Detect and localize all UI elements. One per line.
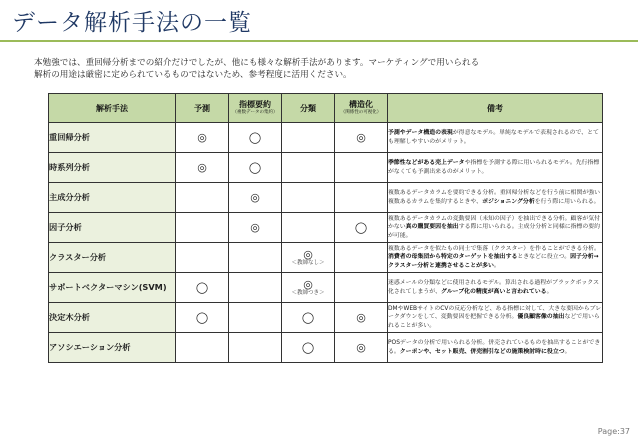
structure-mark: ◎ <box>335 303 388 333</box>
table-row <box>49 273 603 303</box>
intro-line-1: 本勉強では、重回帰分析までの紹介だけでしたが、他にも様々な解析手法があります。マーケティングで用いられる <box>34 58 480 68</box>
title-divider <box>0 40 638 42</box>
classify-mark: ◯ <box>301 311 315 324</box>
predict-mark <box>176 243 229 273</box>
note-text: が得意なモデル。単純なモデルで表現されるので、とても理解しやすいのがメリット。 <box>388 130 599 145</box>
table-row <box>49 303 603 333</box>
summary-mark: ◯ <box>229 123 282 153</box>
note-text: DMやWEBサイトのCVの反応分析など、ある指標に対して、大きな要因からブレークダウンをして、変動要因を把握できる分析。 <box>388 306 602 321</box>
predict-mark <box>176 333 229 363</box>
method-note <box>388 333 603 363</box>
summary-mark: ◯ <box>229 153 282 183</box>
note-emphasis: 予測やデータ構造の表現 <box>388 130 453 137</box>
intro-line-2: 解析の用途は厳密に定められているものではないため、参考程度に活用ください。 <box>34 70 352 80</box>
table-row <box>49 153 603 183</box>
note-text: 。 <box>546 288 553 295</box>
method-note <box>388 303 603 333</box>
note-text: 複数あるデータカラムの変動要因（未知の因子）を抽出できる分析。顧客が気付かない <box>388 216 601 231</box>
classify-mark: ◎ <box>303 277 313 291</box>
table-row <box>49 243 603 273</box>
note-text: 迷惑メールの分類などに使用されるモデル。算出される過程がブラックボックス化されてしまうが、 <box>388 280 599 295</box>
note-emphasis: グループ化の精度が高いと言われている <box>441 288 547 295</box>
header-structure-sub: （関係性の可視化） <box>340 110 382 115</box>
structure-mark <box>335 243 388 273</box>
note-emphasis: ポジショニング分析 <box>482 198 535 205</box>
note-emphasis: 消費者の母集団から特定のターゲットを抽出する <box>388 254 518 261</box>
method-name: 重回帰分析 <box>49 123 176 153</box>
classify-cell <box>282 333 335 363</box>
method-name: アソシエーション分析 <box>49 333 176 363</box>
note-text: POSデータの分析で用いられる分析。併売されているものを抽出することができる。 <box>388 340 601 355</box>
table-row <box>49 183 603 213</box>
method-name: 時系列分析 <box>49 153 176 183</box>
table-header-row <box>49 94 603 123</box>
structure-mark <box>335 273 388 303</box>
structure-mark: ◯ <box>335 213 388 243</box>
predict-mark: ◎ <box>176 153 229 183</box>
method-name: 決定木分析 <box>49 303 176 333</box>
table-row <box>49 213 603 243</box>
summary-mark <box>229 303 282 333</box>
method-name: サポートベクターマシン(SVM) <box>49 273 176 303</box>
note-text: 複数あるデータカラムを要約できる分析。重回帰分析などを行う前に相関が強い複数あるカラムを集約するときや、 <box>388 190 601 205</box>
structure-mark: ◎ <box>335 123 388 153</box>
method-note <box>388 123 603 153</box>
summary-mark: ◎ <box>229 183 282 213</box>
note-text: 。 <box>493 262 500 269</box>
method-name: 因子分析 <box>49 213 176 243</box>
method-name: クラスター分析 <box>49 243 176 273</box>
summary-mark: ◎ <box>229 213 282 243</box>
summary-mark <box>229 273 282 303</box>
note-text: ときなどに役立つ。 <box>517 254 571 261</box>
classify-cell <box>282 123 335 153</box>
intro-text <box>34 57 614 81</box>
classify-mark: ◯ <box>301 341 315 354</box>
classify-cell <box>282 273 335 303</box>
note-emphasis: 因子分析→クラスター分析と連携させることが多い <box>388 254 599 269</box>
header-summary-label: 指標要約 <box>239 100 271 109</box>
classify-cell <box>282 303 335 333</box>
structure-mark <box>335 153 388 183</box>
classify-mark: ◎ <box>303 247 313 261</box>
header-structure-label: 構造化 <box>349 100 373 109</box>
note-text: などで用いられることが多い。 <box>388 314 600 329</box>
page-number: Page:37 <box>597 427 630 436</box>
summary-mark <box>229 243 282 273</box>
predict-mark: ◎ <box>176 123 229 153</box>
note-emphasis: クーポンや、セット販売、併売割引などの施策検討時に役立つ <box>399 348 565 355</box>
method-note <box>388 153 603 183</box>
classify-sub: ＜教師なし＞ <box>291 259 325 266</box>
note-text: 複数あるデータを似たもの同士で集落（クラスター）を作ることができる分析。 <box>388 246 600 253</box>
predict-mark <box>176 213 229 243</box>
classify-cell <box>282 213 335 243</box>
header-summary <box>229 94 282 123</box>
classify-sub: ＜教師つき＞ <box>291 289 325 296</box>
header-notes: 備考 <box>388 94 603 123</box>
method-note <box>388 273 603 303</box>
summary-mark <box>229 333 282 363</box>
predict-mark: ◯ <box>176 273 229 303</box>
note-text: を行う際に用いられる。 <box>534 198 600 205</box>
method-table <box>48 93 603 363</box>
note-text: する際に用いられる。主成分分析と同様に指標の要約が可能。 <box>388 224 601 239</box>
method-name: 主成分分析 <box>49 183 176 213</box>
header-summary-sub: （複数データの集約） <box>232 110 278 115</box>
classify-cell <box>282 153 335 183</box>
header-method: 解析手法 <box>49 94 176 123</box>
note-emphasis: 季節性などがある売上データ <box>388 160 465 167</box>
header-structure <box>335 94 388 123</box>
header-classify: 分類 <box>282 94 335 123</box>
method-note <box>388 213 603 243</box>
note-emphasis: 真の購買要因を抽出 <box>405 224 459 231</box>
page-title: データ解析手法の一覧 <box>12 10 252 36</box>
note-emphasis: 優良顧客像の抽出 <box>517 314 565 321</box>
structure-mark <box>335 183 388 213</box>
structure-mark: ◎ <box>335 333 388 363</box>
table-row <box>49 333 603 363</box>
table-row <box>49 123 603 153</box>
classify-cell <box>282 183 335 213</box>
header-predict: 予測 <box>176 94 229 123</box>
note-text: 。 <box>564 348 571 355</box>
predict-mark: ◯ <box>176 303 229 333</box>
predict-mark <box>176 183 229 213</box>
classify-cell <box>282 243 335 273</box>
method-note <box>388 183 603 213</box>
method-note <box>388 243 603 273</box>
note-text: や指標を予測する際に用いられるモデル。先行指標がなくても予測出来るのがメリット。 <box>388 160 600 175</box>
